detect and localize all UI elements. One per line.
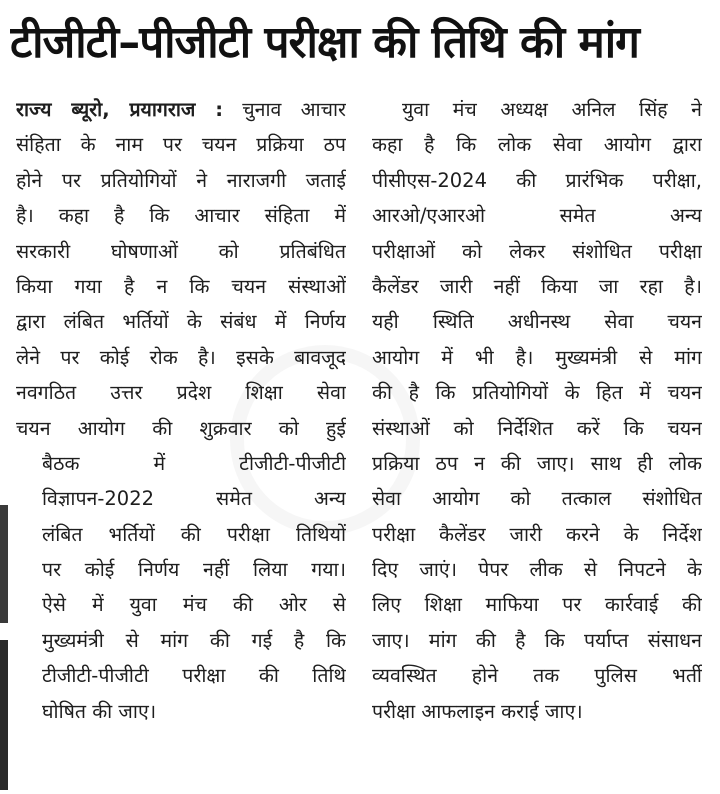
article-line: कहा है कि लोक सेवा आयोग द्वारा xyxy=(372,133,702,157)
article-line: दिए जाएं। पेपर लीक से निपटने के xyxy=(372,558,702,582)
article-line: पर कोई निर्णय नहीं लिया गया। xyxy=(42,558,346,582)
edge-strip-lower xyxy=(0,640,8,790)
article-line: युवा मंच अध्यक्ष अनिल सिंह ने xyxy=(402,98,702,121)
article-line xyxy=(16,92,346,127)
article-line: आरओ/एआरओ समेत अन्य xyxy=(372,204,702,228)
article-line: किया गया है न कि चयन संस्थाओं xyxy=(16,274,346,298)
article-line: मुख्यमंत्री से मांग की गई है कि xyxy=(42,628,346,652)
article-line: ऐसे में युवा मंच की ओर से xyxy=(42,593,346,617)
article-line: जाए। मांग की है कि पर्याप्त संसाधन xyxy=(372,628,702,652)
article-line: है। कहा है कि आचार संहिता में xyxy=(16,204,346,228)
article-line: प्रक्रिया ठप न की जाए। साथ ही लोक xyxy=(372,451,702,475)
article-line: नवगठित उत्तर प्रदेश शिक्षा सेवा xyxy=(16,381,346,405)
article-line: द्वारा लंबित भर्तियों के संबंध में निर्णय xyxy=(16,310,346,334)
article-line: संस्थाओं को निर्देशित करें कि चयन xyxy=(372,416,702,440)
article-line: पीसीएस-2024 की प्रारंभिक परीक्षा, xyxy=(372,168,702,192)
article-line: की है कि प्रतियोगियों के हित में चयन xyxy=(372,381,702,405)
article-line: परीक्षाओं को लेकर संशोधित परीक्षा xyxy=(372,239,702,263)
article-line: लंबित भर्तियों की परीक्षा तिथियों xyxy=(42,522,346,546)
article-line: यही स्थिति अधीनस्थ सेवा चयन xyxy=(372,310,702,334)
article-line: लिए शिक्षा माफिया पर कार्रवाई की xyxy=(372,593,702,617)
article-line: विज्ञापन-2022 समेत अन्य xyxy=(42,487,346,511)
article-line: लेने पर कोई रोक है। इसके बावजूद xyxy=(16,345,346,369)
article-line: घोषित की जाए। xyxy=(42,699,157,723)
article-line: सेवा आयोग को तत्काल संशोधित xyxy=(372,487,702,511)
article-line: परीक्षा आफलाइन कराई जाए। xyxy=(372,699,583,723)
article-line: सरकारी घोषणाओं को प्रतिबंधित xyxy=(16,239,346,263)
byline: राज्य ब्यूरो, प्रयागराज : xyxy=(16,98,224,121)
article-column-left xyxy=(16,92,346,729)
article-line: बैठक में टीजीटी-पीजीटी xyxy=(42,451,346,475)
article-line: व्यवस्थित होने तक पुलिस भर्ती xyxy=(372,664,702,688)
headline: टीजीटी–पीजीटी परीक्षा की तिथि की मांग xyxy=(10,17,639,68)
article-column-right xyxy=(372,92,702,729)
article-text: चुनाव आचार xyxy=(242,98,346,121)
article-line: परीक्षा कैलेंडर जारी करने के निर्देश xyxy=(372,522,702,546)
edge-strip xyxy=(0,505,8,623)
article-line: कैलेंडर जारी नहीं किया जा रहा है। xyxy=(372,274,702,298)
article-line: संहिता के नाम पर चयन प्रक्रिया ठप xyxy=(16,133,346,157)
article-line: टीजीटी-पीजीटी परीक्षा की तिथि xyxy=(42,664,346,688)
article-line: होने पर प्रतियोगियों ने नाराजगी जताई xyxy=(16,168,346,192)
article-line: चयन आयोग की शुक्रवार को हुई xyxy=(16,416,346,440)
article-line: आयोग में भी है। मुख्यमंत्री से मांग xyxy=(372,345,702,369)
